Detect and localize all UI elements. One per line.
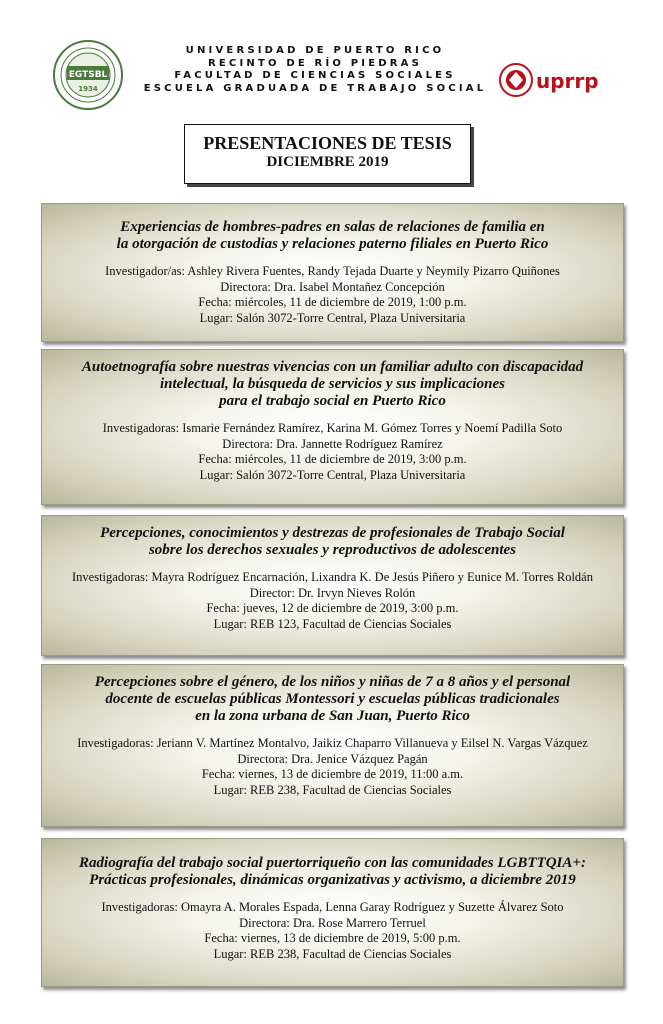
presentation-card-4	[41, 664, 624, 827]
presentation-title	[42, 525, 623, 559]
presentation-date: Fecha: viernes, 13 de diciembre de 2019, 5:00 p.m.	[204, 931, 461, 945]
title-line: la otorgación de custodias y relaciones paterno filiales en Puerto Rico	[116, 236, 549, 252]
director: Directora: Dra. Jenice Vázquez Pagán	[237, 751, 428, 766]
presentation-title	[42, 359, 623, 410]
presentation-title	[42, 674, 623, 725]
presentation-date: Fecha: jueves, 12 de diciembre de 2019, 3:00 p.m.	[206, 601, 459, 615]
page-header	[0, 0, 663, 110]
researchers: Investigadoras: Omayra A. Morales Espada, Lenna Garay Rodríguez y Suzette Álvarez Soto	[101, 900, 564, 914]
director: Directora: Dra. Jannette Rodríguez Ramírez	[222, 436, 443, 451]
uprrp-text: uprrp	[536, 69, 599, 93]
presentation-details	[42, 736, 623, 798]
presentation-date: Fecha: miércoles, 11 de diciembre de 2019, 3:00 p.m.	[198, 452, 467, 466]
faculty-name: FACULTAD DE CIENCIAS SOCIALES	[174, 70, 456, 81]
seal-initials: EGTSBL	[68, 70, 108, 80]
presentation-details	[42, 264, 623, 326]
presentation-card-5	[41, 838, 624, 987]
school-name: ESCUELA GRADUADA DE TRABAJO SOCIAL	[143, 82, 487, 94]
researchers: Investigadoras: Jeriann V. Martínez Montalvo, Jaikiz Chaparro Villanueva y Eilsel N. Vargas Vázquez	[77, 736, 588, 750]
title-line: intelectual, la búsqueda de servicios y sus implicaciones	[160, 376, 505, 392]
page-title-box	[184, 124, 471, 184]
title-line: Percepciones, conocimientos y destrezas de profesionales de Trabajo Social	[100, 525, 565, 541]
presentation-date: Fecha: viernes, 13 de diciembre de 2019, 11:00 a.m.	[201, 767, 464, 781]
title-line: Radiografía del trabajo social puertorriqueño con las comunidades LGBTTQIA+:	[79, 855, 586, 871]
egtsbl-seal-icon	[53, 40, 123, 110]
director: Director: Dr. Irvyn Nieves Rolón	[249, 585, 416, 600]
presentation-card-1	[41, 203, 624, 342]
presentation-place: Lugar: REB 238, Facultad de Ciencias Sociales	[213, 782, 452, 797]
title-line: Autoetnografía sobre nuestras vivencias con un familiar adulto con discapacidad	[81, 359, 584, 375]
seal-year: 1934	[78, 85, 98, 93]
title-line: Percepciones sobre el género, de los niños y niñas de 7 a 8 años y el personal	[94, 674, 571, 690]
presentation-details	[42, 900, 623, 962]
presentation-place: Lugar: Salón 3072-Torre Central, Plaza Universitaria	[199, 310, 466, 325]
researchers: Investigador/as: Ashley Rivera Fuentes, Randy Tejada Duarte y Neymily Pizarro Quiñones	[105, 264, 560, 278]
presentation-place: Lugar: REB 123, Facultad de Ciencias Sociales	[213, 616, 452, 631]
uprrp-logo-icon	[498, 62, 628, 98]
presentation-title	[42, 219, 623, 253]
title-line: sobre los derechos sexuales y reproductivos de adolescentes	[148, 542, 517, 558]
page-subtitle-date: DICIEMBRE 2019	[266, 154, 389, 170]
title-line: para el trabajo social en Puerto Rico	[219, 393, 446, 409]
director: Directora: Dra. Isabel Montañez Concepción	[220, 279, 445, 294]
researchers: Investigadoras: Ismarie Fernández Ramírez, Karina M. Gómez Torres y Noemí Padilla Soto	[102, 421, 563, 435]
presentation-date: Fecha: miércoles, 11 de diciembre de 2019, 1:00 p.m.	[198, 295, 467, 309]
title-line: en la zona urbana de San Juan, Puerto Rico	[195, 708, 470, 724]
presentation-card-3	[41, 515, 624, 656]
institution-lines	[140, 45, 490, 95]
presentation-title	[42, 855, 623, 889]
page-title: PRESENTACIONES DE TESIS	[203, 133, 452, 153]
director: Directora: Dra. Rose Marrero Terruel	[239, 915, 426, 930]
university-name: UNIVERSIDAD DE PUERTO RICO	[185, 45, 445, 56]
presentation-details	[42, 570, 623, 632]
researchers: Investigadoras: Mayra Rodríguez Encarnación, Lixandra K. De Jesús Piñero y Eunice M. Torres Roldán	[72, 570, 593, 584]
presentation-card-2	[41, 349, 624, 505]
presentation-place: Lugar: REB 238, Facultad de Ciencias Sociales	[213, 946, 452, 961]
presentation-details	[42, 421, 623, 483]
presentation-place: Lugar: Salón 3072-Torre Central, Plaza Universitaria	[199, 467, 466, 482]
title-line: Prácticas profesionales, dinámicas organizativas y activismo, a diciembre 2019	[89, 872, 576, 888]
title-line: docente de escuelas públicas Montessori y escuelas públicas tradicionales	[105, 691, 560, 707]
campus-name: RECINTO DE RÍO PIEDRAS	[207, 57, 422, 69]
title-line: Experiencias de hombres-padres en salas de relaciones de familia en	[120, 219, 545, 235]
